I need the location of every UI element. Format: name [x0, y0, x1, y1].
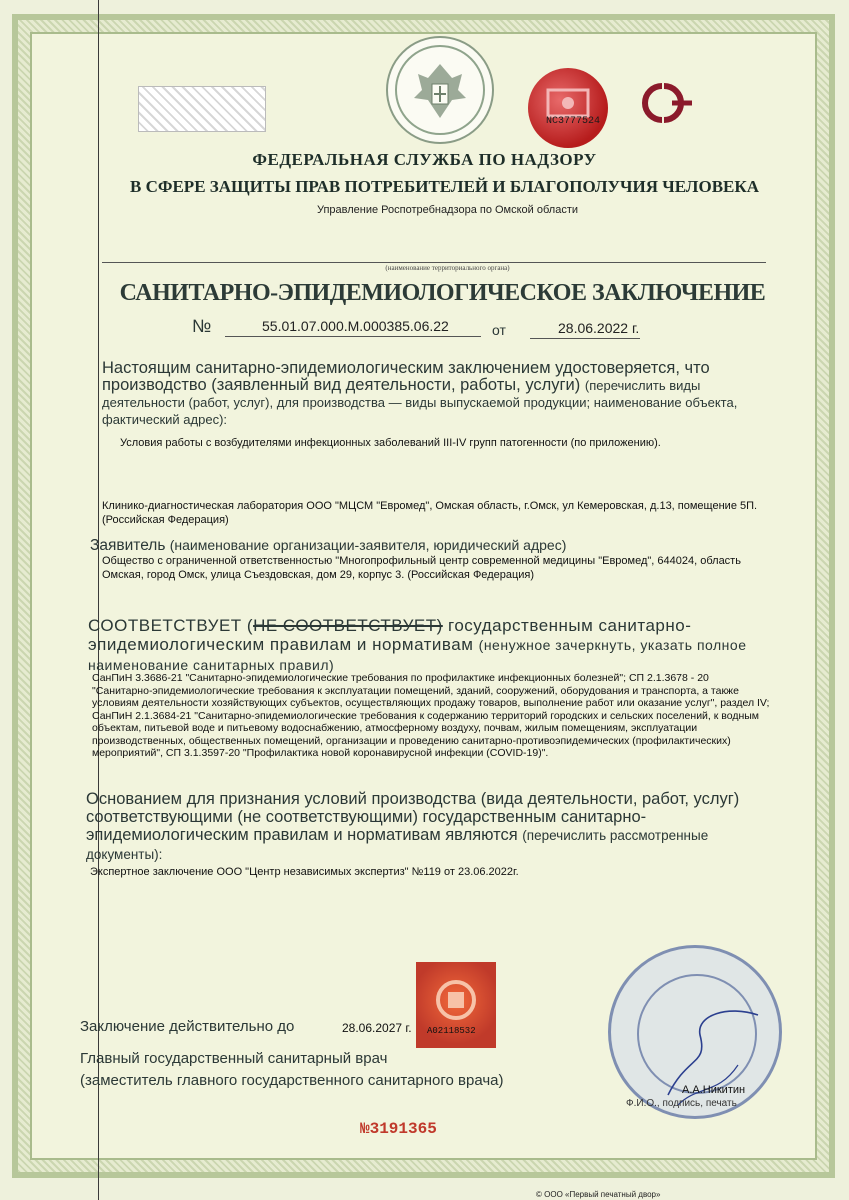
- expert-conclusion: Экспертное заключение ООО "Центр независимых экспертиз" №119 от 23.06.2022г.: [90, 866, 519, 878]
- signature-caption: Ф.И.О., подпись, печать: [626, 1098, 737, 1109]
- conforms-note: (ненужное зачеркнуть, указать полное наименование санитарных правил): [88, 637, 747, 673]
- applicant-heading: [90, 537, 566, 555]
- conforms-rest: государственным санитарно-эпидемиологическим правилам и нормативам: [88, 616, 692, 654]
- from-label: от: [492, 322, 506, 338]
- coat-of-arms-emblem: [386, 36, 494, 144]
- department-underline: [102, 262, 766, 263]
- hologram-seal: [528, 68, 608, 148]
- intro-paragraph: [102, 360, 782, 428]
- signer-name: А.А.Никитин: [682, 1084, 746, 1096]
- activity-description: Условия работы с возбудителями инфекционных заболеваний III-IV групп патогенности (по приложению).: [120, 437, 661, 449]
- valid-until-label: Заключение действительно до: [80, 1018, 295, 1035]
- security-strip: [138, 86, 266, 132]
- hologram-number: A02118532: [427, 1026, 476, 1036]
- number-underline: [225, 336, 481, 337]
- basis-small-text: (перечислить рассмотренные документы):: [86, 828, 709, 862]
- department-caption: (наименование территориального органа): [385, 264, 510, 272]
- applicant-label: Заявитель: [90, 537, 166, 554]
- date-underline: [530, 338, 640, 339]
- conformity-statement: [88, 616, 788, 675]
- applicant-caption: (наименование организации-заявителя, юридический адрес): [169, 537, 567, 553]
- agency-title-line1: ФЕДЕРАЛЬНАЯ СЛУЖБА ПО НАДЗОРУ: [252, 150, 597, 169]
- conforms-text: СООТВЕТСТВУЕТ (: [88, 616, 254, 635]
- intro-main-text: Настоящим санитарно-эпидемиологическим заключением удостоверяется, что производство (заявленный вид деятельности, работы, услуги): [102, 359, 710, 394]
- sanitary-rules-list: СанПиН 3.3686-21 "Санитарно-эпидемиологические требования по профилактике инфекционных болезней"; СП 2.1.3678 - 20 "Санитарно-эпидемиологические требования к эксплуатации помещений, зданий, сооружений, оборудования и транспорта, а также условиям деятельности хозяйствующих субъектов, осуществляющих продажу товаров, выполнение работ или оказание услуг", раздел IV; СанПиН 2.1.3684-21 "Санитарно-эпидемиологические требования к содержанию территорий городских и сельских поселений, к водным объектам, питьевой воде и питьевому водоснабжению, атмосферному воздуху, почвам, жилым помещениям, эксплуатации производственных, общественных помещений, организации и проведению санитарно-противоэпидемических (профилактических) мероприятий", СП 3.1.3597-20 "Профилактика новой коронавирусной инфекции (COVID-19)".: [92, 672, 770, 759]
- territorial-department: Управление Роспотребнадзора по Омской области: [316, 204, 579, 216]
- basis-paragraph: [86, 790, 786, 864]
- number-sign: №: [192, 316, 212, 336]
- applicant-details: Общество с ограниченной ответственностью "Многопрофильный центр современной медицины "Евромед", 644024, область Омская, город Омск, улица Съездовская, дом 29, корпус 3. (Российская Федерация): [102, 555, 741, 581]
- valid-until-date: 28.06.2027 г.: [342, 1021, 412, 1035]
- seal-number: NC3777524: [546, 116, 601, 127]
- deputy-doctor-title: (заместитель главного государственного санитарного врача): [80, 1072, 504, 1089]
- object-address: Клинико-диагностическая лаборатория ООО "МЦСМ "Евромед", Омская область, г.Омск, ул Кемеровская, д.13, помещение 5П. (Российская Федерация): [102, 500, 758, 526]
- document-number: 55.01.07.000.М.000385.06.22: [262, 318, 449, 334]
- basis-main-text: Основанием для признания условий производства (вида деятельности, работ, услуг) соответствующими (не соответствующими) государственным санитарно-эпидемиологическим правилам и нормативам являются: [86, 790, 740, 844]
- certification-logo: [626, 80, 700, 126]
- document-title: САНИТАРНО-ЭПИДЕМИОЛОГИЧЕСКОЕ ЗАКЛЮЧЕНИЕ: [119, 280, 766, 306]
- serial-number: №3191365: [360, 1120, 437, 1138]
- document-date: 28.06.2022 г.: [558, 320, 640, 336]
- chief-doctor-title: Главный государственный санитарный врач: [80, 1050, 388, 1067]
- not-conforms-struck: НЕ СООТВЕТСТВУЕТ): [253, 616, 443, 635]
- printer-credit: © ООО «Первый печатный двор»: [536, 1190, 661, 1199]
- intro-small-text: (перечислить виды деятельности (работ, услуг), для производства — виды выпускаемой продукции; наименование объекта, фактический адрес):: [102, 378, 738, 427]
- agency-title-line2: В СФЕРЕ ЗАЩИТЫ ПРАВ ПОТРЕБИТЕЛЕЙ И БЛАГОПОЛУЧИЯ ЧЕЛОВЕКА: [130, 177, 759, 196]
